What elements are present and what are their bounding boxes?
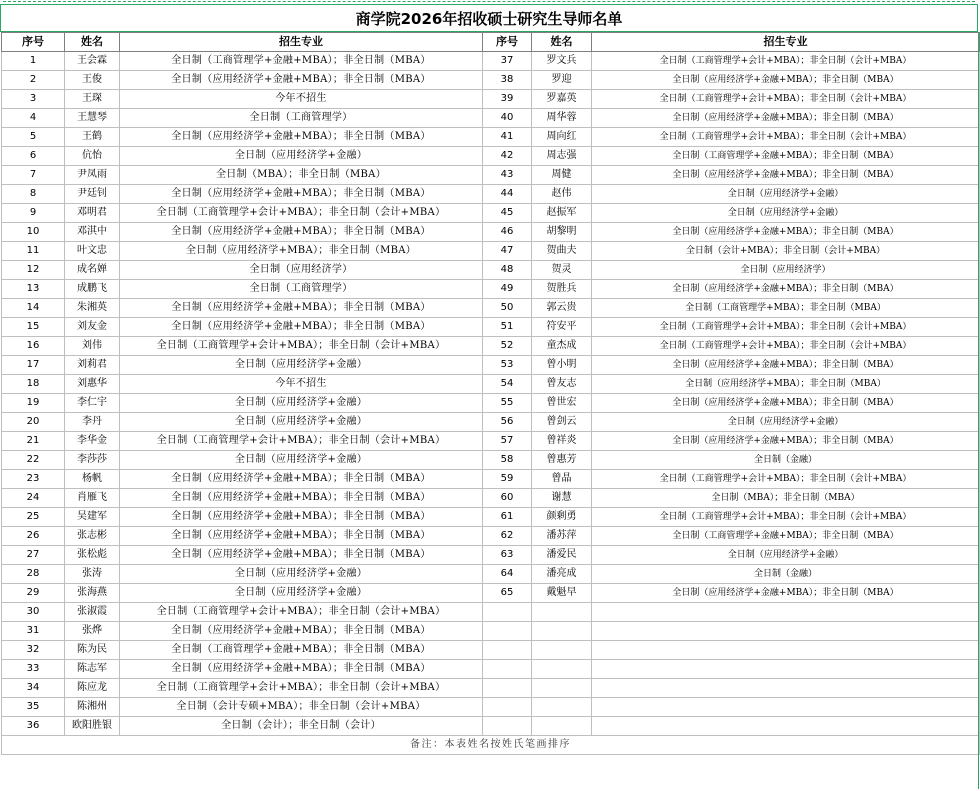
major-cell[interactable]: 全日制（金融） — [592, 451, 980, 470]
major-cell[interactable]: 全日制（应用经济学+金融+MBA）；非全日制（MBA） — [120, 622, 483, 641]
major-cell[interactable]: 全日制（应用经济学+金融+MBA）；非全日制（MBA） — [120, 299, 483, 318]
name-cell[interactable]: 胡黎明 — [532, 223, 592, 242]
index-cell[interactable]: 26 — [2, 527, 65, 546]
index-cell[interactable]: 9 — [2, 204, 65, 223]
table-row — [2, 660, 980, 679]
major-cell[interactable]: 全日制（应用经济学+金融） — [592, 185, 980, 204]
name-cell[interactable]: 郭云贵 — [532, 299, 592, 318]
empty-cell[interactable] — [592, 679, 980, 698]
name-cell[interactable]: 张志彬 — [65, 527, 120, 546]
index-cell[interactable]: 35 — [2, 698, 65, 717]
name-cell[interactable]: 潘苏萍 — [532, 527, 592, 546]
empty-cell[interactable] — [592, 698, 980, 717]
major-cell[interactable]: 全日制（MBA）；非全日制（MBA） — [592, 489, 980, 508]
name-cell[interactable]: 王慧琴 — [65, 109, 120, 128]
name-cell[interactable]: 曾惠芳 — [532, 451, 592, 470]
name-cell[interactable]: 成鹏飞 — [65, 280, 120, 299]
index-cell[interactable]: 64 — [483, 565, 532, 584]
index-cell[interactable]: 42 — [483, 147, 532, 166]
index-cell[interactable]: 27 — [2, 546, 65, 565]
major-cell[interactable]: 全日制（工商管理学） — [120, 280, 483, 299]
major-cell[interactable]: 全日制（应用经济学+金融） — [592, 204, 980, 223]
name-cell[interactable]: 陈应龙 — [65, 679, 120, 698]
empty-cell[interactable] — [483, 622, 532, 641]
name-cell[interactable]: 张烨 — [65, 622, 120, 641]
index-cell[interactable]: 37 — [483, 52, 532, 71]
empty-cell[interactable] — [592, 641, 980, 660]
major-cell[interactable]: 全日制（应用经济学+金融+MBA）；非全日制（MBA） — [592, 356, 980, 375]
table-row — [2, 698, 980, 717]
index-cell[interactable]: 58 — [483, 451, 532, 470]
index-cell[interactable]: 19 — [2, 394, 65, 413]
table-row — [2, 717, 980, 736]
name-cell[interactable]: 戴魁早 — [532, 584, 592, 603]
empty-cell[interactable] — [532, 717, 592, 736]
index-cell[interactable]: 51 — [483, 318, 532, 337]
major-cell[interactable]: 全日制（应用经济学+金融+MBA）；非全日制（MBA） — [120, 185, 483, 204]
major-cell[interactable]: 全日制（工商管理学+金融+MBA）；非全日制（MBA） — [120, 641, 483, 660]
name-cell[interactable]: 周向红 — [532, 128, 592, 147]
major-cell[interactable]: 全日制（应用经济学+金融+MBA）；非全日制（MBA） — [120, 660, 483, 679]
name-cell[interactable]: 肖雁飞 — [65, 489, 120, 508]
major-cell[interactable]: 全日制（应用经济学+金融+MBA）；非全日制（MBA） — [592, 109, 980, 128]
major-cell[interactable]: 全日制（应用经济学+金融+MBA）；非全日制（MBA） — [592, 394, 980, 413]
table-row — [2, 90, 980, 109]
major-cell[interactable]: 全日制（应用经济学+金融+MBA）；非全日制（MBA） — [120, 508, 483, 527]
table-row — [2, 109, 980, 128]
major-cell[interactable]: 全日制（应用经济学+金融） — [120, 584, 483, 603]
major-cell[interactable]: 全日制（应用经济学+金融） — [120, 147, 483, 166]
empty-cell[interactable] — [532, 698, 592, 717]
header-index-left[interactable]: 序号 — [2, 33, 65, 52]
table-row — [2, 546, 980, 565]
major-cell[interactable]: 全日制（金融） — [592, 565, 980, 584]
index-cell[interactable]: 24 — [2, 489, 65, 508]
major-cell[interactable]: 全日制（应用经济学） — [592, 261, 980, 280]
index-cell[interactable]: 17 — [2, 356, 65, 375]
name-cell[interactable]: 张涛 — [65, 565, 120, 584]
name-cell[interactable]: 童杰成 — [532, 337, 592, 356]
index-cell[interactable]: 46 — [483, 223, 532, 242]
major-cell[interactable]: 全日制（应用经济学+金融） — [120, 356, 483, 375]
empty-cell[interactable] — [592, 603, 980, 622]
name-cell[interactable]: 罗嘉英 — [532, 90, 592, 109]
major-cell[interactable]: 全日制（应用经济学+金融+MBA）；非全日制（MBA） — [120, 71, 483, 90]
name-cell[interactable]: 符安平 — [532, 318, 592, 337]
name-cell[interactable]: 王鹤 — [65, 128, 120, 147]
table-row — [2, 565, 980, 584]
name-cell[interactable]: 贺胜兵 — [532, 280, 592, 299]
name-cell[interactable]: 欧阳胜银 — [65, 717, 120, 736]
name-cell[interactable]: 杨帆 — [65, 470, 120, 489]
index-cell[interactable]: 6 — [2, 147, 65, 166]
major-cell[interactable]: 今年不招生 — [120, 375, 483, 394]
name-cell[interactable]: 张海燕 — [65, 584, 120, 603]
index-cell[interactable]: 10 — [2, 223, 65, 242]
table-row — [2, 508, 980, 527]
index-cell[interactable]: 22 — [2, 451, 65, 470]
name-cell[interactable]: 伉怡 — [65, 147, 120, 166]
index-cell[interactable]: 2 — [2, 71, 65, 90]
index-cell[interactable]: 52 — [483, 337, 532, 356]
table-row — [2, 318, 980, 337]
advisor-table — [1, 32, 980, 755]
table-row — [2, 527, 980, 546]
major-cell[interactable]: 全日制（应用经济学+金融+MBA）；非全日制（MBA） — [592, 223, 980, 242]
empty-cell[interactable] — [592, 660, 980, 679]
name-cell[interactable]: 曾友志 — [532, 375, 592, 394]
table-body — [2, 52, 980, 736]
index-cell[interactable]: 59 — [483, 470, 532, 489]
major-cell[interactable]: 全日制（应用经济学+金融） — [592, 546, 980, 565]
name-cell[interactable]: 周华蓉 — [532, 109, 592, 128]
name-cell[interactable]: 周志强 — [532, 147, 592, 166]
table-row — [2, 261, 980, 280]
table-row — [2, 337, 980, 356]
name-cell[interactable]: 张淑霞 — [65, 603, 120, 622]
name-cell[interactable]: 曾小明 — [532, 356, 592, 375]
major-cell[interactable]: 全日制（应用经济学+金融） — [120, 413, 483, 432]
major-cell[interactable]: 全日制（会计专硕+MBA）；非全日制（会计+MBA） — [120, 698, 483, 717]
major-cell[interactable]: 全日制（应用经济学+金融+MBA）；非全日制（MBA） — [120, 527, 483, 546]
empty-cell[interactable] — [592, 622, 980, 641]
empty-cell[interactable] — [483, 698, 532, 717]
name-cell[interactable]: 叶文忠 — [65, 242, 120, 261]
index-cell[interactable]: 65 — [483, 584, 532, 603]
index-cell[interactable]: 41 — [483, 128, 532, 147]
name-cell[interactable]: 赵振军 — [532, 204, 592, 223]
index-cell[interactable]: 44 — [483, 185, 532, 204]
major-cell[interactable]: 全日制（工商管理学+会计+MBA）；非全日制（会计+MBA） — [120, 204, 483, 223]
index-cell[interactable]: 50 — [483, 299, 532, 318]
major-cell[interactable]: 全日制（工商管理学+金融+MBA）；非全日制（MBA） — [592, 527, 980, 546]
major-cell[interactable]: 全日制（工商管理学+会计+MBA）；非全日制（会计+MBA） — [592, 128, 980, 147]
major-cell[interactable]: 全日制（工商管理学） — [120, 109, 483, 128]
name-cell[interactable]: 罗迎 — [532, 71, 592, 90]
index-cell[interactable]: 11 — [2, 242, 65, 261]
header-name-right[interactable]: 姓名 — [532, 33, 592, 52]
index-cell[interactable]: 21 — [2, 432, 65, 451]
major-cell[interactable]: 全日制（应用经济学+金融+MBA）；非全日制（MBA） — [592, 432, 980, 451]
empty-cell[interactable] — [483, 717, 532, 736]
name-cell[interactable]: 刘莉君 — [65, 356, 120, 375]
empty-cell[interactable] — [592, 717, 980, 736]
index-cell[interactable]: 39 — [483, 90, 532, 109]
major-cell[interactable]: 全日制（工商管理学+MBA）；非全日制（MBA） — [592, 299, 980, 318]
sheet-title: 商学院2026年招收硕士研究生导师名单 — [0, 4, 978, 32]
table-row — [2, 432, 980, 451]
index-cell[interactable]: 57 — [483, 432, 532, 451]
major-cell[interactable]: 全日制（工商管理学+会计+MBA）；非全日制（会计+MBA） — [592, 508, 980, 527]
table-row — [2, 223, 980, 242]
major-cell[interactable]: 全日制（工商管理学+金融+MBA）；非全日制（MBA） — [592, 147, 980, 166]
major-cell[interactable]: 全日制（MBA）；非全日制（MBA） — [120, 166, 483, 185]
name-cell[interactable]: 李仁宇 — [65, 394, 120, 413]
index-cell[interactable]: 33 — [2, 660, 65, 679]
table-row — [2, 299, 980, 318]
empty-cell[interactable] — [483, 603, 532, 622]
index-cell[interactable]: 5 — [2, 128, 65, 147]
note-row — [2, 736, 980, 755]
table-row — [2, 622, 980, 641]
name-cell[interactable]: 朱湘英 — [65, 299, 120, 318]
header-major-left[interactable]: 招生专业 — [120, 33, 483, 52]
index-cell[interactable]: 34 — [2, 679, 65, 698]
index-cell[interactable]: 38 — [483, 71, 532, 90]
name-cell[interactable]: 刘友金 — [65, 318, 120, 337]
name-cell[interactable]: 罗文兵 — [532, 52, 592, 71]
name-cell[interactable]: 曾晶 — [532, 470, 592, 489]
name-cell[interactable]: 王琛 — [65, 90, 120, 109]
index-cell[interactable]: 56 — [483, 413, 532, 432]
selection-edge — [978, 32, 979, 789]
name-cell[interactable]: 邓淇中 — [65, 223, 120, 242]
name-cell[interactable]: 刘惠华 — [65, 375, 120, 394]
index-cell[interactable]: 18 — [2, 375, 65, 394]
name-cell[interactable]: 王会霖 — [65, 52, 120, 71]
index-cell[interactable]: 7 — [2, 166, 65, 185]
name-cell[interactable]: 陈湘州 — [65, 698, 120, 717]
major-cell[interactable]: 全日制（应用经济学+金融+MBA）；非全日制（MBA） — [592, 584, 980, 603]
index-cell[interactable]: 3 — [2, 90, 65, 109]
table-row — [2, 413, 980, 432]
index-cell[interactable]: 61 — [483, 508, 532, 527]
index-cell[interactable]: 54 — [483, 375, 532, 394]
table-row — [2, 128, 980, 147]
table-row — [2, 280, 980, 299]
major-cell[interactable]: 全日制（应用经济学+金融+MBA）；非全日制（MBA） — [592, 71, 980, 90]
name-cell[interactable]: 贺曲夫 — [532, 242, 592, 261]
major-cell[interactable]: 全日制（应用经济学+金融+MBA）；非全日制（MBA） — [120, 128, 483, 147]
name-cell[interactable]: 邓明君 — [65, 204, 120, 223]
name-cell[interactable]: 潘爱民 — [532, 546, 592, 565]
index-cell[interactable]: 43 — [483, 166, 532, 185]
index-cell[interactable]: 29 — [2, 584, 65, 603]
empty-cell[interactable] — [532, 679, 592, 698]
major-cell[interactable]: 全日制（工商管理学+会计+MBA）；非全日制（会计+MBA） — [120, 337, 483, 356]
index-cell[interactable]: 36 — [2, 717, 65, 736]
empty-cell[interactable] — [532, 641, 592, 660]
header-row — [2, 33, 980, 52]
empty-cell[interactable] — [532, 603, 592, 622]
index-cell[interactable]: 4 — [2, 109, 65, 128]
name-cell[interactable]: 李莎莎 — [65, 451, 120, 470]
major-cell[interactable]: 全日制（会计+MBA）；非全日制（会计+MBA） — [592, 242, 980, 261]
major-cell[interactable]: 全日制（应用经济学+金融） — [592, 413, 980, 432]
header-name-left[interactable]: 姓名 — [65, 33, 120, 52]
header-index-right[interactable]: 序号 — [483, 33, 532, 52]
major-cell[interactable]: 全日制（应用经济学+金融+MBA）；非全日制（MBA） — [120, 489, 483, 508]
major-cell[interactable]: 全日制（应用经济学+金融+MBA）；非全日制（MBA） — [120, 470, 483, 489]
index-cell[interactable]: 55 — [483, 394, 532, 413]
table-row — [2, 584, 980, 603]
empty-cell[interactable] — [532, 660, 592, 679]
name-cell[interactable]: 谢慧 — [532, 489, 592, 508]
index-cell[interactable]: 62 — [483, 527, 532, 546]
major-cell[interactable]: 全日制（应用经济学+金融） — [120, 565, 483, 584]
index-cell[interactable]: 23 — [2, 470, 65, 489]
table-row — [2, 185, 980, 204]
name-cell[interactable]: 陈为民 — [65, 641, 120, 660]
index-cell[interactable]: 40 — [483, 109, 532, 128]
major-cell[interactable]: 全日制（应用经济学+金融） — [120, 451, 483, 470]
index-cell[interactable]: 15 — [2, 318, 65, 337]
name-cell[interactable]: 李华金 — [65, 432, 120, 451]
table-row — [2, 375, 980, 394]
major-cell[interactable]: 今年不招生 — [120, 90, 483, 109]
name-cell[interactable]: 曾世宏 — [532, 394, 592, 413]
table-row — [2, 242, 980, 261]
major-cell[interactable]: 全日制（工商管理学+会计+MBA）；非全日制（会计+MBA） — [120, 679, 483, 698]
name-cell[interactable]: 尹廷钊 — [65, 185, 120, 204]
major-cell[interactable]: 全日制（工商管理学+会计+MBA）；非全日制（会计+MBA） — [120, 603, 483, 622]
major-cell[interactable]: 全日制（工商管理学+会计+MBA）；非全日制（会计+MBA） — [592, 337, 980, 356]
index-cell[interactable]: 45 — [483, 204, 532, 223]
name-cell[interactable]: 成名婵 — [65, 261, 120, 280]
index-cell[interactable]: 12 — [2, 261, 65, 280]
index-cell[interactable]: 53 — [483, 356, 532, 375]
name-cell[interactable]: 王俊 — [65, 71, 120, 90]
table-row — [2, 356, 980, 375]
name-cell[interactable]: 颜剩勇 — [532, 508, 592, 527]
index-cell[interactable]: 16 — [2, 337, 65, 356]
header-major-right[interactable]: 招生专业 — [592, 33, 980, 52]
major-cell[interactable]: 全日制（工商管理学+会计+MBA）；非全日制（会计+MBA） — [592, 470, 980, 489]
name-cell[interactable]: 周健 — [532, 166, 592, 185]
table-row — [2, 147, 980, 166]
major-cell[interactable]: 全日制（工商管理学+会计+MBA）；非全日制（会计+MBA） — [592, 52, 980, 71]
table-row — [2, 679, 980, 698]
empty-cell[interactable] — [532, 622, 592, 641]
major-cell[interactable]: 全日制（应用经济学+金融+MBA）；非全日制（MBA） — [120, 223, 483, 242]
table-row — [2, 71, 980, 90]
major-cell[interactable]: 全日制（应用经济学+金融） — [120, 394, 483, 413]
index-cell[interactable]: 14 — [2, 299, 65, 318]
index-cell[interactable]: 47 — [483, 242, 532, 261]
index-cell[interactable]: 48 — [483, 261, 532, 280]
note-cell[interactable]: 备注：本表姓名按姓氏笔画排序 — [2, 736, 980, 755]
table-row — [2, 204, 980, 223]
index-cell[interactable]: 32 — [2, 641, 65, 660]
index-cell[interactable]: 28 — [2, 565, 65, 584]
empty-cell[interactable] — [483, 679, 532, 698]
table-row — [2, 470, 980, 489]
name-cell[interactable]: 曾剑云 — [532, 413, 592, 432]
name-cell[interactable]: 潘亮成 — [532, 565, 592, 584]
name-cell[interactable]: 张松彪 — [65, 546, 120, 565]
index-cell[interactable]: 1 — [2, 52, 65, 71]
name-cell[interactable]: 贺灵 — [532, 261, 592, 280]
major-cell[interactable]: 全日制（应用经济学） — [120, 261, 483, 280]
table-row — [2, 603, 980, 622]
index-cell[interactable]: 20 — [2, 413, 65, 432]
index-cell[interactable]: 8 — [2, 185, 65, 204]
empty-cell[interactable] — [483, 641, 532, 660]
index-cell[interactable]: 13 — [2, 280, 65, 299]
name-cell[interactable]: 刘伟 — [65, 337, 120, 356]
empty-cell[interactable] — [483, 660, 532, 679]
major-cell[interactable]: 全日制（应用经济学+MBA）；非全日制（MBA） — [120, 242, 483, 261]
major-cell[interactable]: 全日制（应用经济学+金融+MBA）；非全日制（MBA） — [592, 166, 980, 185]
major-cell[interactable]: 全日制（工商管理学+会计+MBA）；非全日制（会计+MBA） — [592, 90, 980, 109]
name-cell[interactable]: 陈志军 — [65, 660, 120, 679]
major-cell[interactable]: 全日制（工商管理学+金融+MBA）；非全日制（MBA） — [120, 52, 483, 71]
major-cell[interactable]: 全日制（工商管理学+会计+MBA）；非全日制（会计+MBA） — [120, 432, 483, 451]
major-cell[interactable]: 全日制（应用经济学+MBA）；非全日制（MBA） — [592, 375, 980, 394]
major-cell[interactable]: 全日制（应用经济学+金融+MBA）；非全日制（MBA） — [120, 318, 483, 337]
table-row — [2, 451, 980, 470]
index-cell[interactable]: 63 — [483, 546, 532, 565]
major-cell[interactable]: 全日制（应用经济学+金融+MBA）；非全日制（MBA） — [592, 280, 980, 299]
name-cell[interactable]: 李丹 — [65, 413, 120, 432]
index-cell[interactable]: 31 — [2, 622, 65, 641]
table-row — [2, 166, 980, 185]
name-cell[interactable]: 尹凤雨 — [65, 166, 120, 185]
index-cell[interactable]: 25 — [2, 508, 65, 527]
index-cell[interactable]: 49 — [483, 280, 532, 299]
major-cell[interactable]: 全日制（会计）；非全日制（会计） — [120, 717, 483, 736]
name-cell[interactable]: 吴建军 — [65, 508, 120, 527]
index-cell[interactable]: 60 — [483, 489, 532, 508]
table-row — [2, 52, 980, 71]
index-cell[interactable]: 30 — [2, 603, 65, 622]
table-row — [2, 394, 980, 413]
table-row — [2, 641, 980, 660]
major-cell[interactable]: 全日制（工商管理学+会计+MBA）；非全日制（会计+MBA） — [592, 318, 980, 337]
table-row — [2, 489, 980, 508]
name-cell[interactable]: 曾祥炎 — [532, 432, 592, 451]
major-cell[interactable]: 全日制（应用经济学+金融+MBA）；非全日制（MBA） — [120, 546, 483, 565]
name-cell[interactable]: 赵伟 — [532, 185, 592, 204]
